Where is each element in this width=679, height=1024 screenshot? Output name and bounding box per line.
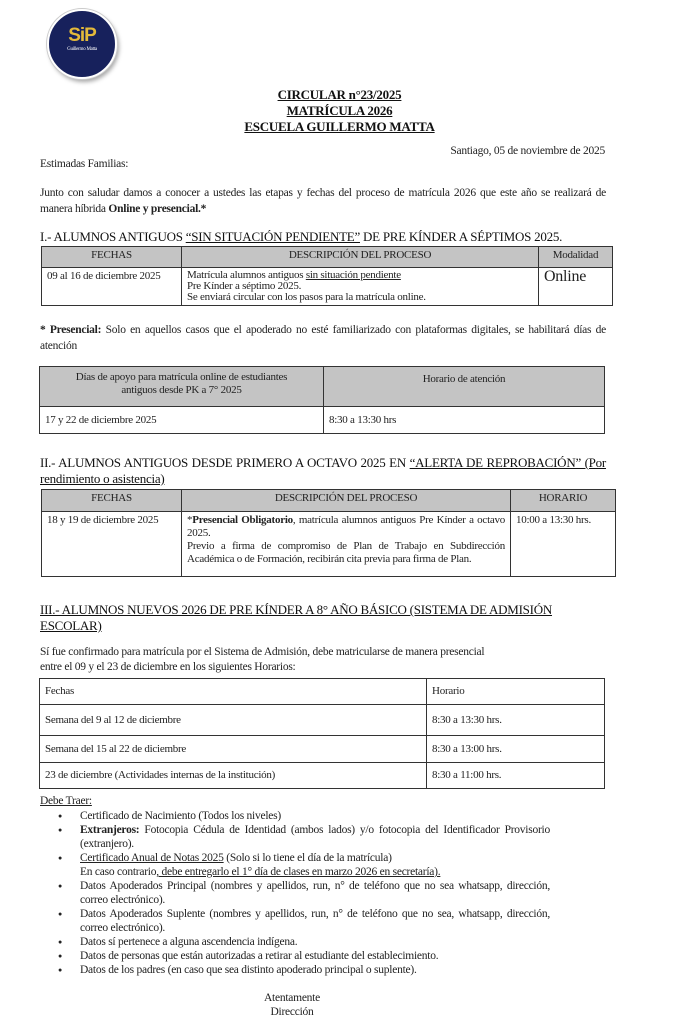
section-2-table: FECHAS DESCRIPCIÓN DEL PROCESO HORARIO 18 y 19 de diciembre 2025 *Presencial Obligatorio, matrícula alumnos antiguos Pre Kínder a octavo 2025. Previo a firma de compromiso de Plan de Trabajo en Subdirección Académica o de Formación, recibirán cita previa para firma de Plan. 10:00 a 13:30 hrs. xyxy=(41,489,616,577)
date: Santiago, 05 de noviembre de 2025 xyxy=(450,145,605,157)
list-item: ● Certificado de Nacimiento (Todos los niveles) xyxy=(58,809,550,823)
list-item: ● Datos de personas que están autorizadas a retirar al estudiante del establecimiento. xyxy=(58,949,550,963)
section-1-heading: I.- ALUMNOS ANTIGUOS “SIN SITUACIÓN PENDIENTE” DE PRE KÍNDER A SÉPTIMOS 2025. xyxy=(40,229,563,244)
circular-title: CIRCULAR n°23/2025 xyxy=(277,87,402,102)
section-3-paragraph-2: entre el 09 y el 23 de diciembre en los siguientes Horarios: xyxy=(40,661,296,673)
list-item: ● Extranjeros: Fotocopia Cédula de Identidad (ambos lados) y/o fotocopia del Identificador Provisorio (extranjero). xyxy=(58,823,550,851)
section-3-paragraph-1: Sí fue confirmado para matrícula por el Sistema de Admisión, debe matricularse de manera presencial xyxy=(40,646,485,658)
list-item: ● Certificado Anual de Notas 2025 (Solo si lo tiene el día de la matrícula) En caso contrario, debe entregarlo el 1° día de clases en marzo 2026 en secretaría). xyxy=(58,851,550,879)
greeting: Estimadas Familias: xyxy=(40,158,129,170)
section-2-heading: II.- ALUMNOS ANTIGUOS DESDE PRIMERO A OCTAVO 2025 EN “ALERTA DE REPROBACIÓN” (Por rendimiento o asistencia) xyxy=(40,455,606,486)
closing: Atentamente Dirección xyxy=(263,992,320,1018)
bring-list xyxy=(58,809,550,977)
admission-schedule-table: Fechas Horario Semana del 9 al 12 de diciembre 8:30 a 13:30 hrs. Semana del 15 al 22 de diciembre 8:30 a 13:00 hrs. 23 de diciembre (Actividades internas de la institución) 8:30 a 11:00 hrs. xyxy=(39,678,605,789)
section-3-heading: III.- ALUMNOS NUEVOS 2026 DE PRE KÍNDER A 8° AÑO BÁSICO (SISTEMA DE ADMISIÓN ESCOLAR) xyxy=(40,602,553,633)
section-1-table: FECHAS DESCRIPCIÓN DEL PROCESO Modalidad 09 al 16 de diciembre 2025 Matrícula alumnos antiguos sin situación pendiente Pre Kínder a séptimo 2025. Se enviará circular con los pasos para la matrícula online. Online xyxy=(41,246,613,306)
bring-title: Debe Traer: xyxy=(40,795,92,807)
intro-paragraph: Junto con saludar damos a conocer a ustedes las etapas y fechas del proceso de matrícula 2026 que este año se realizará de manera híbrida Online y presencial.* xyxy=(40,187,606,215)
list-item: ● Datos Apoderados Principal (nombres y apellidos, run, n° de teléfono que no sea whatsapp, dirección, correo electrónico). xyxy=(58,879,550,907)
list-item: ● Datos sí pertenece a alguna ascendencia indígena. xyxy=(58,935,550,949)
list-item: ● Datos de los padres (en caso que sea distinto apoderado principal o suplente). xyxy=(58,963,550,977)
school-logo: SiP Guillermo Matta xyxy=(47,9,117,79)
support-days-table: Días de apoyo para matrícula online de estudiantes antiguos desde PK a 7° 2025 Horario de atención 17 y 22 de diciembre 2025 8:30 a 13:30 hrs xyxy=(39,366,605,434)
matricula-title: MATRÍCULA 2026 xyxy=(286,103,393,118)
school-title: ESCUELA GUILLERMO MATTA xyxy=(244,119,435,134)
list-item: ● Datos Apoderados Suplente (nombres y apellidos, run, n° de teléfono que no sea, whatsapp, dirección, correo electrónico). xyxy=(58,907,550,935)
presencial-note: * Presencial: Solo en aquellos casos que el apoderado no esté familiarizado con plataformas digitales, se habilitará días de atención xyxy=(40,324,607,352)
